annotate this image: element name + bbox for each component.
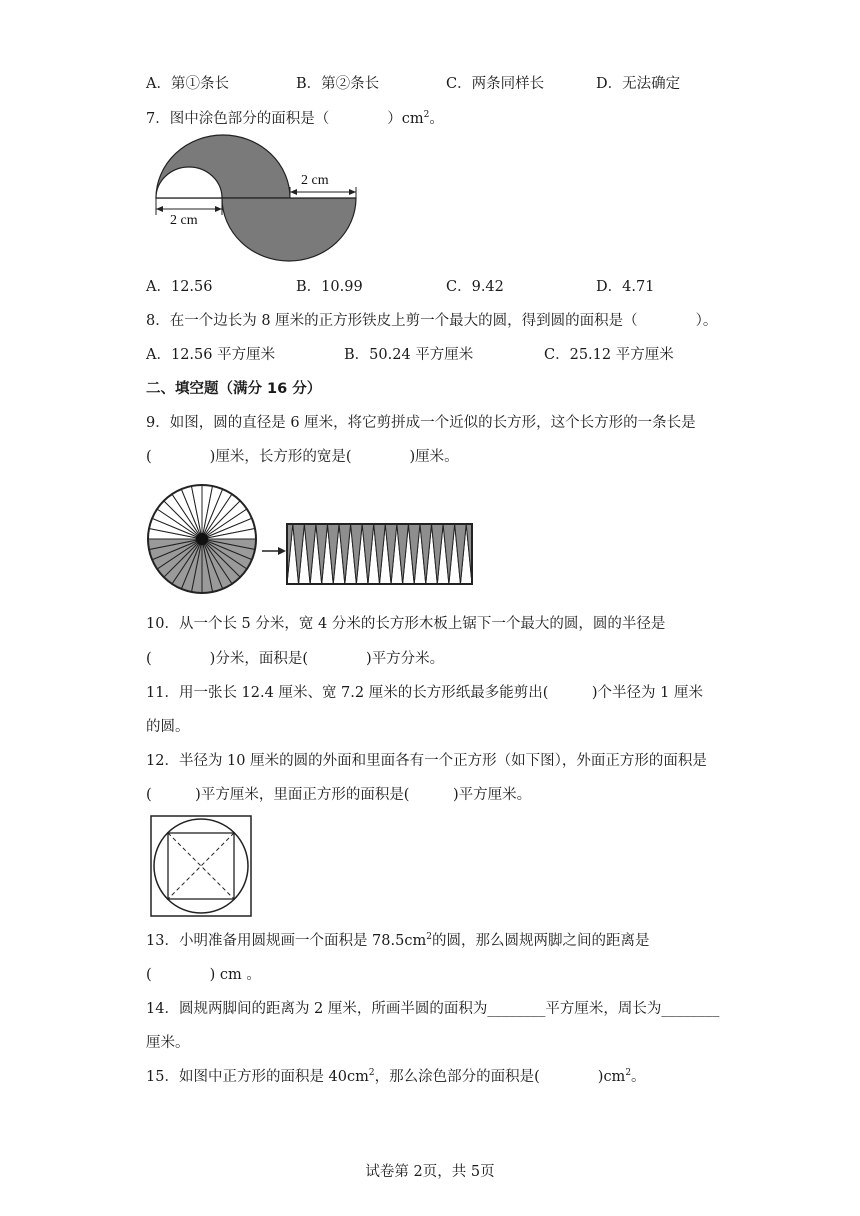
q6-option-d: D．无法确定 bbox=[596, 76, 681, 92]
q15-end: 。 bbox=[631, 1069, 646, 1085]
q7-lower-half-circle bbox=[222, 198, 356, 261]
page-footer: 试卷第 2页，共 5页 bbox=[365, 1164, 495, 1180]
q10-line1: 10．从一个长 5 分米，宽 4 分米的长方形木板上锯下一个最大的圆，圆的半径是 bbox=[146, 616, 666, 632]
q9-line1: 9．如图，圆的直径是 6 厘米，将它剪拼成一个近似的长方形，这个长方形的一条长是 bbox=[146, 415, 696, 431]
q9-arrow-head bbox=[278, 547, 286, 555]
q8-stem: 8．在一个边长为 8 厘米的正方形铁皮上剪一个最大的圆，得到圆的面积是（ ）。 bbox=[146, 313, 718, 329]
q8-option-c: C．25.12 平方厘米 bbox=[544, 347, 674, 363]
q13-sup: 2 bbox=[426, 932, 432, 943]
q13-line1 bbox=[146, 929, 649, 950]
q7-unit-sup: 2 bbox=[423, 110, 430, 121]
q10-line2: ( )分米，面积是( )平方分米。 bbox=[146, 651, 445, 667]
q7-option-d: D．4.71 bbox=[596, 279, 655, 295]
section-title: 二、填空题（满分 16 分） bbox=[146, 381, 322, 397]
q13-line1-prefix: 13．小明准备用圆规画一个面积是 78.5cm bbox=[146, 933, 427, 949]
q15-stem bbox=[146, 1065, 646, 1086]
q7-shaded-figure bbox=[150, 135, 360, 270]
q15-sup1: 2 bbox=[368, 1068, 375, 1079]
q11-line1: 11．用一张长 12.4 厘米、宽 7.2 厘米的长方形纸最多能剪出( )个半径为 1 厘米 bbox=[146, 685, 703, 701]
q6-option-b: B．第②条长 bbox=[296, 76, 380, 92]
q7-stem-prefix: 7．图中涂色部分的面积是（ bbox=[146, 111, 330, 127]
q9-circle-center bbox=[196, 533, 208, 545]
q9-circle-to-rectangle-figure bbox=[146, 483, 476, 603]
q7-stem bbox=[146, 107, 444, 128]
q7-label-bottom: 2 cm bbox=[170, 213, 198, 228]
q7-label-top: 2 cm bbox=[301, 173, 329, 188]
q7-option-c: C．9.42 bbox=[446, 279, 504, 295]
q12-line1: 12．半径为 10 厘米的圆的外面和里面各有一个正方形（如下图），外面正方形的面积是 bbox=[146, 753, 707, 769]
q14-line2: 厘米。 bbox=[146, 1035, 190, 1051]
q15-middle: ，那么涂色部分的面积是( )cm bbox=[374, 1069, 626, 1085]
q12-circle-squares-figure bbox=[150, 815, 254, 919]
q8-option-a: A．12.56 平方厘米 bbox=[146, 347, 276, 363]
q12-line2: ( )平方厘米，里面正方形的面积是( )平方厘米。 bbox=[146, 787, 532, 803]
q9-line2: ( )厘米，长方形的宽是( )厘米。 bbox=[146, 449, 459, 465]
q9-rectangle-triangles bbox=[287, 524, 472, 584]
q13-line2: ( ) cm 。 bbox=[146, 967, 261, 983]
q15-prefix: 15．如图中正方形的面积是 40cm bbox=[146, 1069, 369, 1085]
q12-outer-square bbox=[151, 816, 251, 916]
q7-option-a: A．12.56 bbox=[146, 279, 213, 295]
q8-option-b: B．50.24 平方厘米 bbox=[344, 347, 474, 363]
q6-option-c: C．两条同样长 bbox=[446, 76, 545, 92]
q14-line1: 14．圆规两脚间的距离为 2 厘米，所画半圆的面积为________平方厘米，周长为________ bbox=[146, 1001, 720, 1017]
q7-option-b: B．10.99 bbox=[296, 279, 363, 295]
q11-line2: 的圆。 bbox=[146, 719, 190, 735]
q7-stem-end: 。 bbox=[429, 111, 444, 127]
q6-option-a: A．第①条长 bbox=[146, 76, 229, 92]
q13-line1-suffix: 的圆，那么圆规两脚之间的距离是 bbox=[431, 933, 650, 949]
q7-stem-suffix: ）cm bbox=[387, 111, 424, 127]
q15-sup2: 2 bbox=[625, 1068, 632, 1079]
